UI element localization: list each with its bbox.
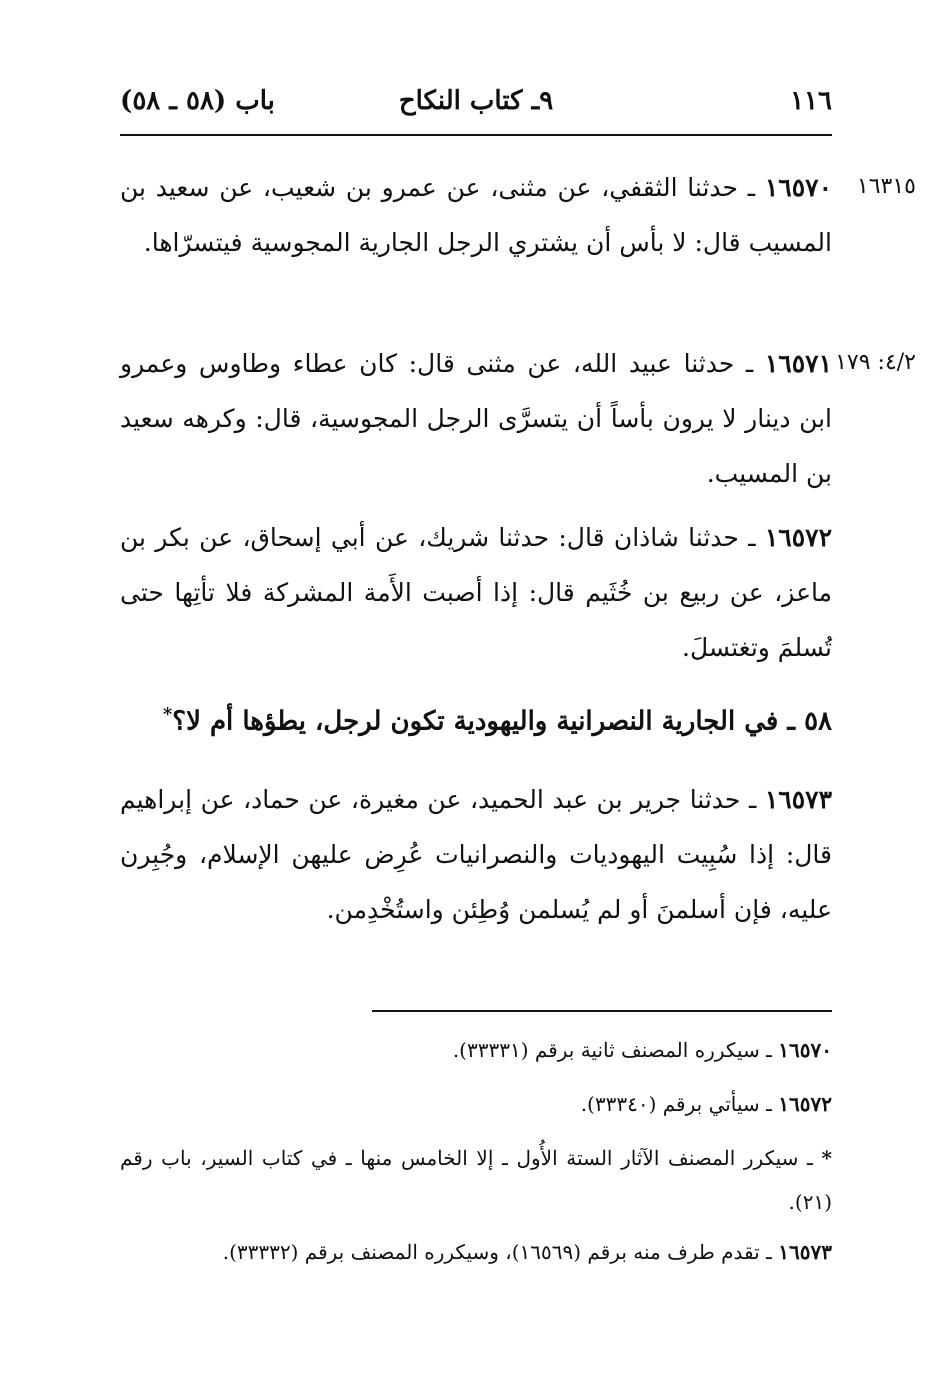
entry-number: ١٦٥٧١ (764, 349, 832, 378)
section-title: ٥٨ ـ في الجارية النصرانية واليهودية تكون لرجل، يطؤها أم لا؟ (172, 706, 832, 737)
entry-number: ١٦٥٧٢ (764, 523, 832, 552)
footnote (120, 1230, 832, 1274)
page-number: ١١٦ (790, 86, 832, 116)
footnote-number: ١٦٥٧٠ (778, 1038, 832, 1062)
footnote-text: ـ سيأتي برقم (٣٣٣٤٠). (580, 1092, 772, 1116)
footnote-divider (372, 1010, 832, 1012)
entry-number: ١٦٥٧٣ (764, 785, 832, 814)
footnote-text: ـ تقدم طرف منه برقم (١٦٥٦٩)، وسيكرره المصنف برقم (٣٣٣٣٢). (222, 1240, 772, 1264)
entry-text: ـ حدثنا عبيد الله، عن مثنى قال: كان عطاء وطاوس وعمرو ابن دينار لا يرون بأساً أن يتسرَّى الرجل المجوسية، قال: وكرهه سعيد بن المسيب. (120, 349, 833, 488)
book-title: ٩ـ كتاب النكاح (398, 86, 554, 116)
section-heading (120, 704, 832, 737)
margin-reference: ١٦٣١٥ (856, 174, 916, 199)
footnote (120, 1082, 832, 1126)
entry-text: ـ حدثنا جرير بن عبد الحميد، عن مغيرة، عن حماد، عن إبراهيم قال: إذا سُبِيت اليهوديات والنصرانيات عُرِض عليهن الإسلام، وجُبِرن عليه، فإن أسلمنَ أو لم يُسلمن وُطِئن واستُخْدِمن. (120, 785, 832, 924)
footnote (120, 1028, 832, 1072)
footnote-number: ١٦٥٧٢ (778, 1092, 832, 1116)
hadith-entry (120, 336, 832, 501)
hadith-entry (120, 510, 832, 675)
margin-reference: ٤/٢: ١٧٩ (835, 350, 916, 375)
footnote-number: ١٦٥٧٣ (778, 1240, 832, 1264)
entry-number: ١٦٥٧٠ (764, 173, 833, 202)
section-marker: * (162, 704, 173, 725)
hadith-entry (120, 160, 832, 270)
chapter-range: باب (٥٨ ـ ٥٨) (120, 86, 275, 116)
running-header (120, 86, 832, 126)
entry-text: ـ حدثنا شاذان قال: حدثنا شريك، عن أبي إسحاق، عن بكر بن ماعز، عن ربيع بن خُثَيم قال: إذا أصبت الأَمة المشركة فلا تأتِها حتى تُسلمَ وتغتسلَ. (120, 523, 832, 662)
footnote-text: ـ سيكرر المصنف الآثار الستة الأُول ـ إلا الخامس منها ـ في كتاب السير، باب رقم (٢١). (120, 1146, 832, 1214)
footnote-text: ـ سيكرره المصنف ثانية برقم (٣٣٣٣١). (452, 1038, 772, 1062)
hadith-entry (120, 772, 832, 937)
entry-text: ـ حدثنا الثقفي، عن مثنى، عن عمرو بن شعيب، عن سعيد بن المسيب قال: لا بأس أن يشتري الرجل الجارية المجوسية فيتسرّاها. (120, 173, 832, 257)
header-divider (120, 134, 832, 136)
footnote (120, 1136, 832, 1224)
footnote-number: * (821, 1146, 832, 1170)
